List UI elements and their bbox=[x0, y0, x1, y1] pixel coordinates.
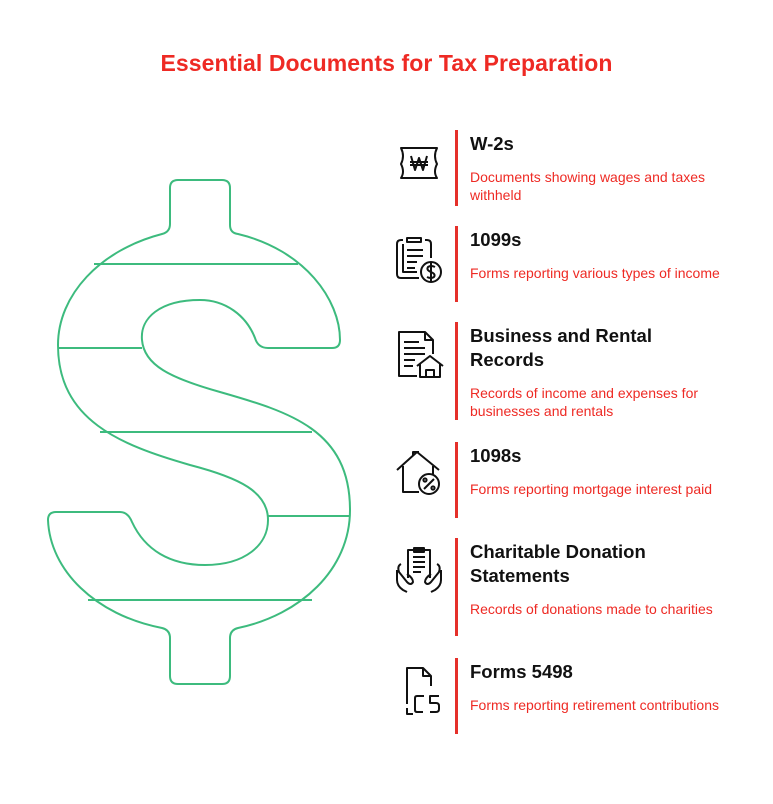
item-heading: Business and Rental Records bbox=[470, 325, 652, 370]
won-banknote-icon bbox=[393, 134, 445, 190]
item-description: Forms reporting various types of income bbox=[470, 265, 720, 281]
divider-bar bbox=[455, 538, 458, 636]
item-heading: Forms 5498 bbox=[470, 661, 573, 682]
item-description: Documents showing wages and taxes withheld bbox=[470, 169, 706, 203]
file-c5-icon bbox=[393, 664, 445, 720]
divider-bar bbox=[455, 442, 458, 518]
hands-document-icon bbox=[393, 544, 445, 600]
divider-bar bbox=[455, 130, 458, 206]
item-description: Records of donations made to charities bbox=[470, 601, 713, 617]
item-heading: W-2s bbox=[470, 133, 514, 154]
item-description: Forms reporting mortgage interest paid bbox=[470, 481, 712, 497]
item-heading: 1099s bbox=[470, 229, 522, 250]
item-heading: 1098s bbox=[470, 445, 522, 466]
clipboard-dollar-icon bbox=[393, 230, 445, 286]
item-description: Records of income and expenses for businesses and rentals bbox=[470, 385, 699, 419]
item-heading: Charitable Donation Statements bbox=[470, 541, 646, 586]
divider-bar bbox=[455, 658, 458, 734]
document-house-icon bbox=[393, 328, 445, 384]
divider-bar bbox=[455, 226, 458, 302]
page-title: Essential Documents for Tax Preparation bbox=[160, 50, 613, 76]
house-percent-icon bbox=[393, 446, 445, 502]
item-description: Forms reporting retirement contributions bbox=[470, 697, 719, 713]
divider-bar bbox=[455, 322, 458, 420]
